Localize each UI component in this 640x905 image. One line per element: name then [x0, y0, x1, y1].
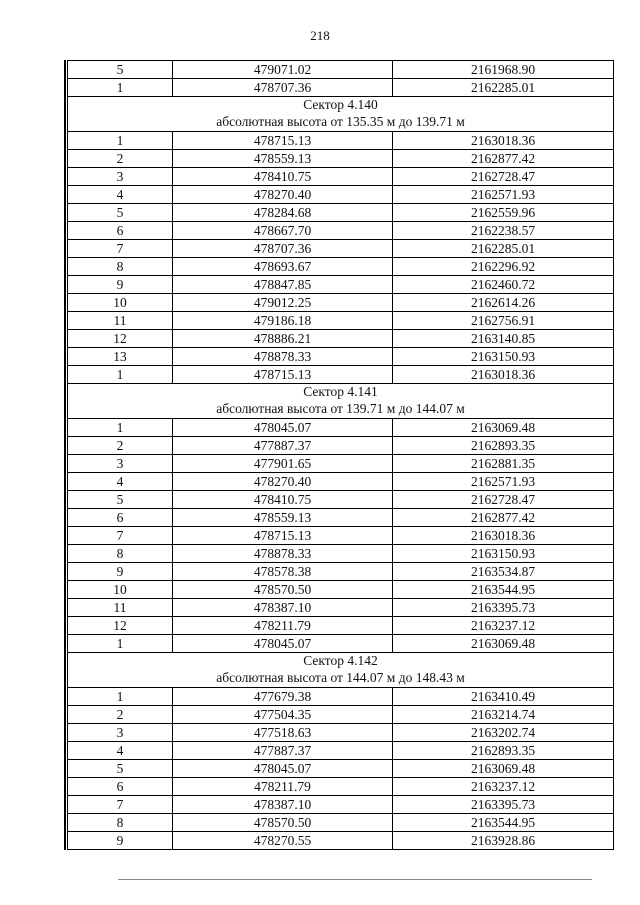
page-number: 218	[310, 28, 330, 43]
x-coordinate-cell: 478570.50	[173, 814, 393, 832]
sector-title: Сектор 4.142	[303, 653, 378, 668]
table-row	[68, 276, 614, 294]
table-row	[68, 61, 614, 79]
point-number-cell: 8	[68, 258, 173, 276]
point-number-cell: 5	[68, 491, 173, 509]
y-coordinate-cell: 2163069.48	[393, 635, 614, 653]
table-row	[68, 724, 614, 742]
table-row	[68, 150, 614, 168]
sector-header-row	[68, 653, 614, 688]
x-coordinate-cell: 478578.38	[173, 563, 393, 581]
table-row	[68, 742, 614, 760]
y-coordinate-cell: 2161968.90	[393, 61, 614, 79]
table-row	[68, 563, 614, 581]
point-number-cell: 5	[68, 61, 173, 79]
x-coordinate-cell: 478886.21	[173, 330, 393, 348]
table-row	[68, 204, 614, 222]
x-coordinate-cell: 477504.35	[173, 706, 393, 724]
table-row	[68, 509, 614, 527]
sector-header	[68, 653, 614, 688]
point-number-cell: 12	[68, 330, 173, 348]
bottom-rule	[118, 879, 592, 880]
x-coordinate-cell: 478715.13	[173, 132, 393, 150]
y-coordinate-cell: 2162728.47	[393, 491, 614, 509]
y-coordinate-cell: 2163018.36	[393, 132, 614, 150]
table-row	[68, 581, 614, 599]
y-coordinate-cell: 2162559.96	[393, 204, 614, 222]
x-coordinate-cell: 478387.10	[173, 796, 393, 814]
table-row	[68, 778, 614, 796]
y-coordinate-cell: 2162728.47	[393, 168, 614, 186]
x-coordinate-cell: 478707.36	[173, 79, 393, 97]
y-coordinate-cell: 2163395.73	[393, 599, 614, 617]
y-coordinate-cell: 2163928.86	[393, 832, 614, 850]
y-coordinate-cell: 2162285.01	[393, 79, 614, 97]
table-row	[68, 527, 614, 545]
y-coordinate-cell: 2162614.26	[393, 294, 614, 312]
point-number-cell: 10	[68, 581, 173, 599]
x-coordinate-cell: 478715.13	[173, 366, 393, 384]
x-coordinate-cell: 478045.07	[173, 419, 393, 437]
y-coordinate-cell: 2163140.85	[393, 330, 614, 348]
table-row	[68, 599, 614, 617]
x-coordinate-cell: 478270.40	[173, 473, 393, 491]
y-coordinate-cell: 2163214.74	[393, 706, 614, 724]
table-row	[68, 132, 614, 150]
y-coordinate-cell: 2163202.74	[393, 724, 614, 742]
point-number-cell: 1	[68, 688, 173, 706]
x-coordinate-cell: 479186.18	[173, 312, 393, 330]
point-number-cell: 8	[68, 545, 173, 563]
point-number-cell: 5	[68, 204, 173, 222]
y-coordinate-cell: 2162285.01	[393, 240, 614, 258]
table-row	[68, 312, 614, 330]
y-coordinate-cell: 2162571.93	[393, 473, 614, 491]
point-number-cell: 13	[68, 348, 173, 366]
table-row	[68, 473, 614, 491]
point-number-cell: 1	[68, 132, 173, 150]
x-coordinate-cell: 478270.55	[173, 832, 393, 850]
table-row	[68, 635, 614, 653]
point-number-cell: 7	[68, 240, 173, 258]
table-row	[68, 168, 614, 186]
point-number-cell: 8	[68, 814, 173, 832]
y-coordinate-cell: 2162460.72	[393, 276, 614, 294]
coordinates-table	[67, 60, 614, 850]
point-number-cell: 10	[68, 294, 173, 312]
sector-altitude: абсолютная высота от 144.07 м до 148.43 м	[216, 670, 465, 685]
sector-title: Сектор 4.141	[303, 384, 378, 399]
x-coordinate-cell: 478211.79	[173, 617, 393, 635]
y-coordinate-cell: 2163150.93	[393, 348, 614, 366]
table-row	[68, 348, 614, 366]
point-number-cell: 1	[68, 79, 173, 97]
sector-header-row	[68, 384, 614, 419]
x-coordinate-cell: 478847.85	[173, 276, 393, 294]
y-coordinate-cell: 2163544.95	[393, 814, 614, 832]
sector-altitude: абсолютная высота от 139.71 м до 144.07 м	[216, 401, 465, 416]
x-coordinate-cell: 479012.25	[173, 294, 393, 312]
table-row	[68, 330, 614, 348]
point-number-cell: 2	[68, 706, 173, 724]
point-number-cell: 1	[68, 366, 173, 384]
y-coordinate-cell: 2162877.42	[393, 150, 614, 168]
x-coordinate-cell: 477518.63	[173, 724, 393, 742]
x-coordinate-cell: 478707.36	[173, 240, 393, 258]
y-coordinate-cell: 2162571.93	[393, 186, 614, 204]
point-number-cell: 1	[68, 419, 173, 437]
x-coordinate-cell: 478693.67	[173, 258, 393, 276]
sector-header	[68, 384, 614, 419]
x-coordinate-cell: 479071.02	[173, 61, 393, 79]
x-coordinate-cell: 478559.13	[173, 509, 393, 527]
point-number-cell: 4	[68, 742, 173, 760]
point-number-cell: 3	[68, 168, 173, 186]
table-row	[68, 437, 614, 455]
table-row	[68, 688, 614, 706]
point-number-cell: 2	[68, 437, 173, 455]
x-coordinate-cell: 478559.13	[173, 150, 393, 168]
page-left-border	[64, 60, 66, 850]
coordinates-table-body	[68, 61, 614, 850]
table-row	[68, 79, 614, 97]
table-row	[68, 258, 614, 276]
point-number-cell: 4	[68, 473, 173, 491]
point-number-cell: 7	[68, 796, 173, 814]
point-number-cell: 7	[68, 527, 173, 545]
point-number-cell: 1	[68, 635, 173, 653]
point-number-cell: 4	[68, 186, 173, 204]
point-number-cell: 6	[68, 509, 173, 527]
x-coordinate-cell: 478410.75	[173, 168, 393, 186]
table-row	[68, 240, 614, 258]
point-number-cell: 11	[68, 312, 173, 330]
table-row	[68, 419, 614, 437]
y-coordinate-cell: 2162877.42	[393, 509, 614, 527]
sector-header	[68, 97, 614, 132]
table-row	[68, 796, 614, 814]
x-coordinate-cell: 477887.37	[173, 742, 393, 760]
y-coordinate-cell: 2163544.95	[393, 581, 614, 599]
table-row	[68, 545, 614, 563]
table-row	[68, 706, 614, 724]
x-coordinate-cell: 478410.75	[173, 491, 393, 509]
y-coordinate-cell: 2163069.48	[393, 760, 614, 778]
point-number-cell: 6	[68, 778, 173, 796]
x-coordinate-cell: 478878.33	[173, 545, 393, 563]
x-coordinate-cell: 477887.37	[173, 437, 393, 455]
x-coordinate-cell: 478570.50	[173, 581, 393, 599]
table-row	[68, 491, 614, 509]
x-coordinate-cell: 478270.40	[173, 186, 393, 204]
x-coordinate-cell: 478045.07	[173, 635, 393, 653]
y-coordinate-cell: 2163237.12	[393, 617, 614, 635]
table-row	[68, 186, 614, 204]
x-coordinate-cell: 478715.13	[173, 527, 393, 545]
x-coordinate-cell: 478211.79	[173, 778, 393, 796]
table-row	[68, 617, 614, 635]
point-number-cell: 3	[68, 724, 173, 742]
x-coordinate-cell: 478387.10	[173, 599, 393, 617]
y-coordinate-cell: 2163534.87	[393, 563, 614, 581]
y-coordinate-cell: 2163018.36	[393, 527, 614, 545]
point-number-cell: 11	[68, 599, 173, 617]
table-row	[68, 455, 614, 473]
table-row	[68, 814, 614, 832]
x-coordinate-cell: 478284.68	[173, 204, 393, 222]
point-number-cell: 12	[68, 617, 173, 635]
y-coordinate-cell: 2163069.48	[393, 419, 614, 437]
point-number-cell: 2	[68, 150, 173, 168]
table-row	[68, 366, 614, 384]
y-coordinate-cell: 2162893.35	[393, 437, 614, 455]
y-coordinate-cell: 2163150.93	[393, 545, 614, 563]
sector-header-row	[68, 97, 614, 132]
y-coordinate-cell: 2163410.49	[393, 688, 614, 706]
y-coordinate-cell: 2162893.35	[393, 742, 614, 760]
y-coordinate-cell: 2163018.36	[393, 366, 614, 384]
y-coordinate-cell: 2163237.12	[393, 778, 614, 796]
x-coordinate-cell: 478045.07	[173, 760, 393, 778]
x-coordinate-cell: 477901.65	[173, 455, 393, 473]
point-number-cell: 9	[68, 832, 173, 850]
x-coordinate-cell: 477679.38	[173, 688, 393, 706]
table-row	[68, 294, 614, 312]
table-row	[68, 222, 614, 240]
point-number-cell: 5	[68, 760, 173, 778]
point-number-cell: 9	[68, 276, 173, 294]
y-coordinate-cell: 2162238.57	[393, 222, 614, 240]
y-coordinate-cell: 2162881.35	[393, 455, 614, 473]
table-row	[68, 760, 614, 778]
sector-altitude: абсолютная высота от 135.35 м до 139.71 м	[216, 114, 465, 129]
y-coordinate-cell: 2162296.92	[393, 258, 614, 276]
table-row	[68, 832, 614, 850]
point-number-cell: 9	[68, 563, 173, 581]
x-coordinate-cell: 478878.33	[173, 348, 393, 366]
point-number-cell: 6	[68, 222, 173, 240]
sector-title: Сектор 4.140	[303, 97, 378, 112]
x-coordinate-cell: 478667.70	[173, 222, 393, 240]
y-coordinate-cell: 2163395.73	[393, 796, 614, 814]
y-coordinate-cell: 2162756.91	[393, 312, 614, 330]
point-number-cell: 3	[68, 455, 173, 473]
